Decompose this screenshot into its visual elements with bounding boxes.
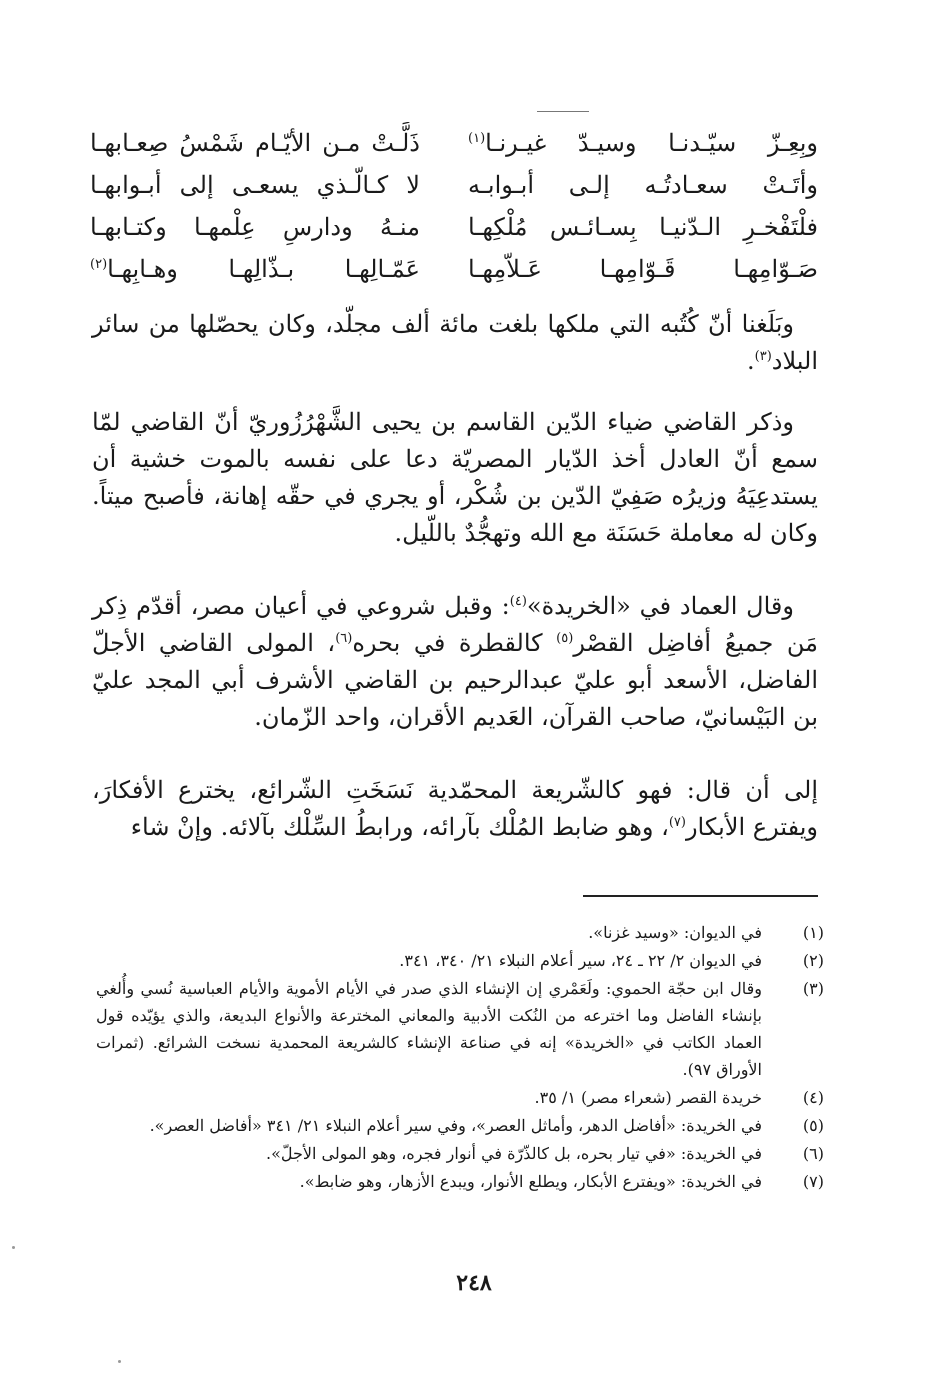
- footnote-text: في الديوان ٢/ ٢٢ ـ ٢٤، سير أعلام النبلاء ٢١/ ٣٤٠، ٣٤١.: [399, 951, 762, 970]
- verse-second-hemistich: منـهُ ودارسِ عِلْمهـا وكتـابهـا: [90, 213, 420, 241]
- poem-verse: [90, 122, 818, 164]
- footnote-number: (٧): [802, 1172, 824, 1191]
- poem-verse: [90, 206, 818, 248]
- footnote-text: في الديوان: «وسيد غزنا».: [588, 923, 762, 942]
- footnote-number: (٢): [802, 951, 824, 970]
- top-ornament-rule: [537, 111, 589, 112]
- poem-verse: [90, 164, 818, 206]
- body-paragraph: وقال العماد في «الخريدة»$^{(٤)}$: وقبل شروعي في أعيان مصر، أقدّم ذِكر مَن جميعُ أفاضِل القصْر$^{(٥)}$ كالقطرة في بحره$^{(٦)}$، المولى القاضي الأجلّ الفاضل، الأسعد أبو عليّ عبدالرحيم بن القاضي الأشرف أبي المجد عليّ بن البَيْسانيّ، صاحب القرآن، العَديم الأقران، واحد الزّمان.: [92, 592, 819, 731]
- verse-first-hemistich: صَـوّامِهـا قَـوّامِهـا عَـلاّمِهـا: [468, 255, 818, 283]
- footnote-text: في الخريدة: «ويفترع الأبكار، ويطلع الأنوار، ويبدع الأزهار، وهو ضابط».: [299, 1172, 762, 1191]
- verse-second-hemistich: لا كـالّـذي يسعـى إلى أبـوابهـا: [90, 171, 420, 199]
- poem-block: [90, 122, 818, 290]
- verse-first-hemistich: وبِعِـزّ سيّـدنـا وسيـدّ غيـرنـا$^{(١)}$: [468, 129, 818, 157]
- footnote: [96, 919, 824, 946]
- paragraph-books: [92, 306, 818, 380]
- footnote-marker[interactable]: (٥): [556, 631, 574, 646]
- footnote-marker[interactable]: (٧): [668, 815, 686, 830]
- verse-first-hemistich: فلْتَفْخـرِ الـدّنيـا بِسـائـس مُلْكِهـا: [468, 213, 818, 241]
- verse-second-hemistich: عَمّـالِهـا بـذّالِهـا وهـابِهـا$^{(٢)}$: [90, 255, 420, 283]
- footnote-number: (١): [802, 923, 824, 942]
- footnote: [96, 947, 824, 974]
- body-paragraph: وبَلَغنا أنّ كُتُبه التي ملكها بلغت مائة ألف مجلّد، وكان يحصّلها من سائر البلاد$^{(٣)}$.: [92, 310, 818, 375]
- footnote-separator: [583, 895, 818, 897]
- paragraph-qadi-death: [92, 404, 818, 552]
- body-paragraph: وذكر القاضي ضياء الدّين القاسم بن يحيى الشَّهْرُزُوريّ أنّ القاضي لمّا سمع أنّ العادل أخذ الدّيار المصريّة دعا على نفسه بالموت خشية أن يستدعِيَهُ وزيرُه صَفِيّ الدّين بن شُكْر، أو يجري في حقّه إهانة، فأصبح ميتاً. وكان له معاملة حَسَنَة مع الله وتهجُّدٌ باللّيل.: [92, 408, 818, 547]
- footnote-text: خريدة القصر (شعراء مصر) ١/ ٣٥.: [534, 1088, 762, 1107]
- paragraph-imad-kharida: [92, 588, 818, 736]
- poem-verse: [90, 248, 818, 290]
- footnote-number: (٦): [802, 1144, 824, 1163]
- footnote-text: في الخريدة: «أفاضل الدهر، وأماثل العصر»، وفي سير أعلام النبلاء ٢١/ ٣٤١ «أفاضل العصر».: [149, 1116, 762, 1135]
- footnote-number: (٤): [802, 1088, 824, 1107]
- footnote-marker[interactable]: (٢): [90, 257, 108, 272]
- footnote-text: وقال ابن حجّة الحموي: ولَعَمْري إن الإنشاء الذي صدر في الأيام الأموية والأيام العباسية نُسي وأُلغي بإنشاء الفاضل وما اخترعه من النُكت الأدبية والمعاني المخترعة والأنواع البديعة، والذي يؤيّده قول العماد الكاتب في «الخريدة» إنه في صناعة الإنشاء كالشريعة المحمدية نسخت الشرائع. (ثمرات الأوراق ٩٧).: [96, 979, 763, 1079]
- footnote: [96, 975, 824, 1083]
- footnote-text: في الخريدة: «في تيار بحره، بل كالذّرّة في أنوار فجره، وهو المولى الأجلّ».: [266, 1144, 762, 1163]
- footnote: [96, 1084, 824, 1111]
- paragraph-sharia: [92, 772, 818, 846]
- footnote: [96, 1140, 824, 1167]
- footnote-marker[interactable]: (٣): [754, 349, 772, 364]
- scan-speck: [12, 1246, 15, 1249]
- body-paragraph: إلى أن قال: فهو كالشّريعة المحمّدية نَسَخَتِ الشّرائع، يخترع الأفكارَ، ويفترع الأبكار$^{(٧)}$، وهو ضابط المُلْك بآرائه، ورابطُ السِّلْك بآلائه. وإنْ شاء: [92, 776, 818, 841]
- verse-second-hemistich: ذَلَّـتْ مـن الأيّـام شَمْسُ صِعـابهـا: [90, 129, 420, 157]
- page-number: ٢٤٨: [456, 1270, 492, 1296]
- footnote-marker[interactable]: (٦): [335, 631, 353, 646]
- footnote-marker[interactable]: (٤): [509, 594, 527, 609]
- scan-speck: [118, 1360, 121, 1363]
- footnote: [96, 1168, 824, 1195]
- footnotes: [96, 919, 824, 1196]
- footnote: [96, 1112, 824, 1139]
- verse-first-hemistich: وأتَـتْ سعـادتُـه إلـى أبـوابـه: [468, 171, 818, 199]
- footnote-number: (٥): [802, 1116, 824, 1135]
- footnote-number: (٣): [802, 979, 824, 998]
- footnote-marker[interactable]: (١): [468, 131, 486, 146]
